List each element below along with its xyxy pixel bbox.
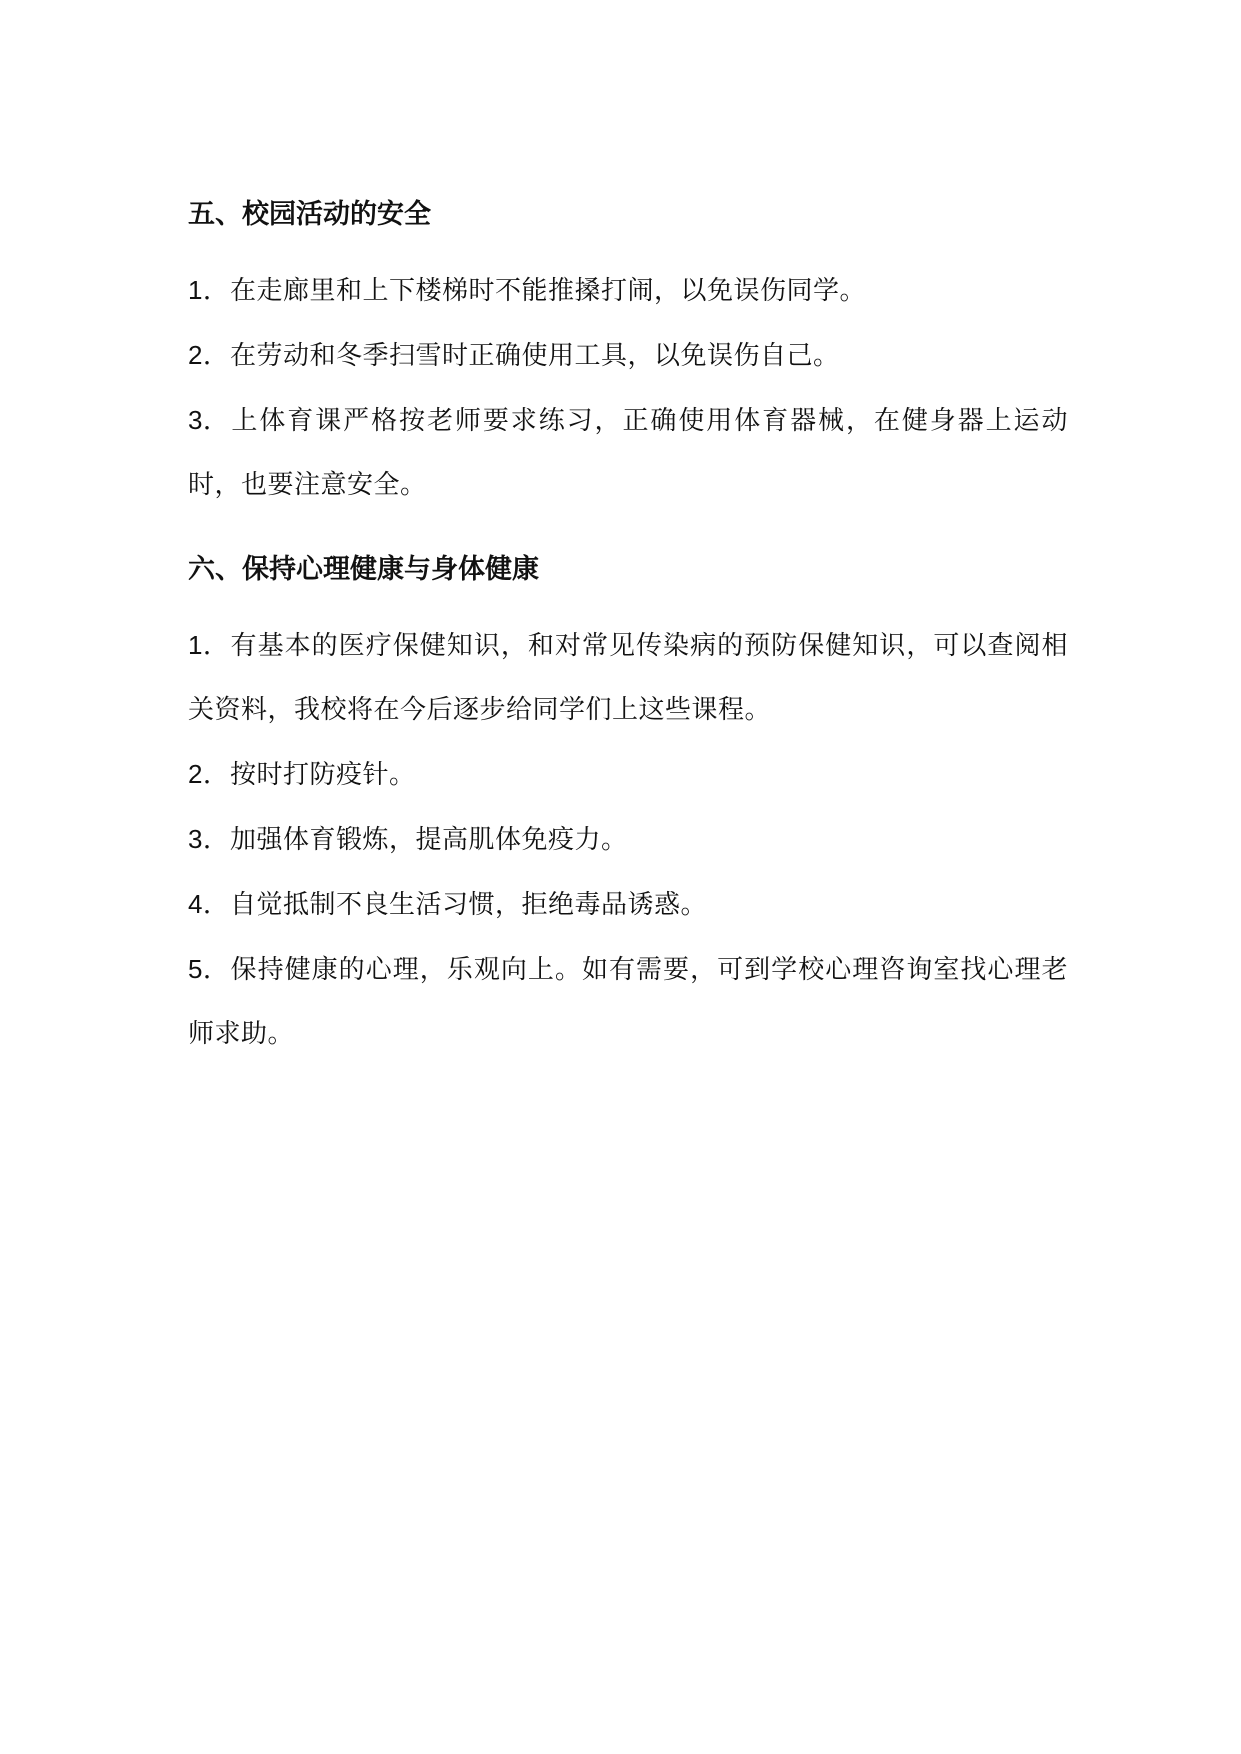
section-title: 六、保持心理健康与身体健康 [188,554,539,585]
list-item [188,323,1068,388]
item-number: 2． [188,759,230,789]
item-text: 保持健康的心理，乐观向上。如有需要，可到学校心理咨询室找心理老师求助。 [188,955,1068,1049]
item-text: 在走廊里和上下楼梯时不能推搡打闹，以免误伤同学。 [230,276,867,306]
item-text: 有基本的医疗保健知识，和对常见传染病的预防保健知识，可以查阅相关资料，我校将在今后逐步给同学们上这些课程。 [188,631,1068,725]
section-title: 五、校园活动的安全 [188,199,431,230]
item-text: 上体育课严格按老师要求练习，正确使用体育器械，在健身器上运动时，也要注意安全。 [188,406,1068,500]
list-item [188,937,1068,1066]
list-item [188,742,1068,807]
section-mental-physical-health [188,547,1068,1066]
item-number: 5． [188,954,230,984]
item-number: 3． [188,824,230,854]
item-number: 1． [188,630,230,660]
list-item [188,388,1068,517]
list-item [188,872,1068,937]
item-text: 在劳动和冬季扫雪时正确使用工具，以免误伤自己。 [230,341,840,371]
list-item [188,807,1068,872]
item-number: 1． [188,275,230,305]
list-item [188,613,1068,742]
item-number: 3． [188,405,230,435]
item-text: 自觉抵制不良生活习惯，拒绝毒品诱惑。 [230,890,708,920]
item-number: 4． [188,889,230,919]
item-number: 2． [188,340,230,370]
item-text: 按时打防疫针。 [230,760,416,790]
document-content [188,192,1068,1096]
section-campus-activity-safety [188,192,1068,517]
item-text: 加强体育锻炼，提高肌体免疫力。 [230,825,628,855]
list-item [188,258,1068,323]
